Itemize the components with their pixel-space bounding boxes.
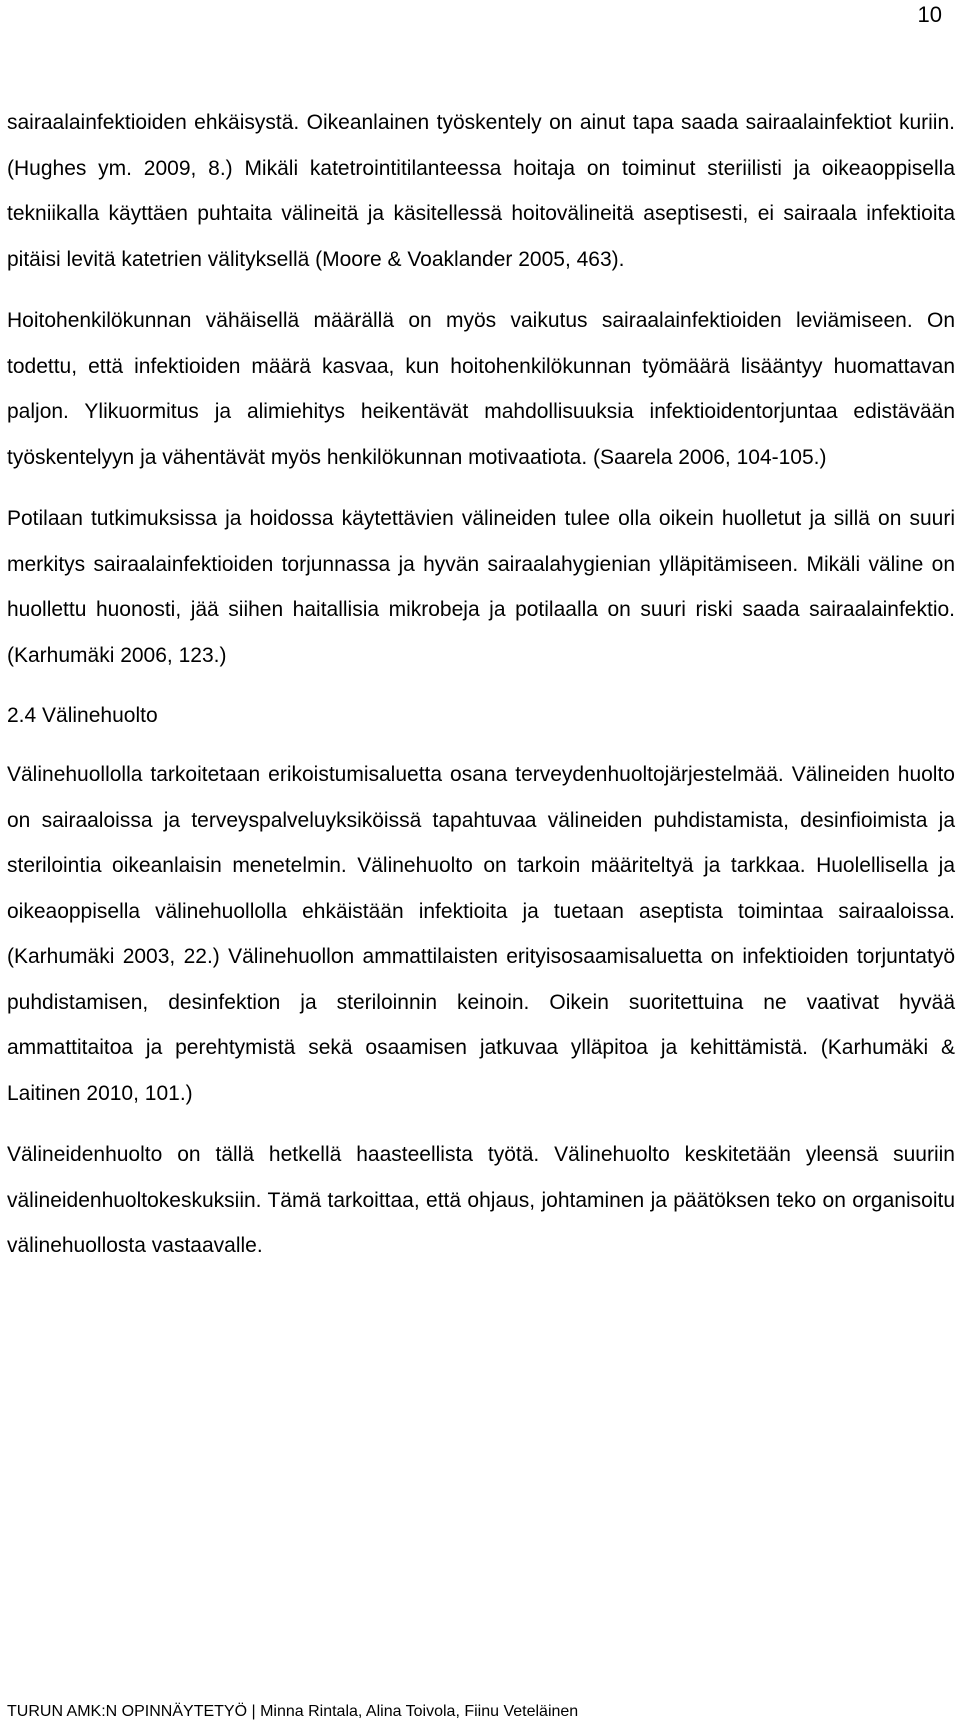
paragraph-instrument-care-centralization: Välineidenhuolto on tällä hetkellä haasteellista työtä. Välinehuolto keskitetään yleensä suuriin välineidenhuoltokeskuksiin. Tämä tarkoittaa, että ohjaus, johtaminen ja päätöksen teko on organisoitu välinehuollosta vastaavalle.: [7, 1143, 955, 1257]
document-body: [7, 100, 955, 1269]
paragraph-hygiene-practice: sairaalainfektioiden ehkäisystä. Oikeanlainen työskentely on ainut tapa saada sairaalainfektiot kuriin. (Hughes ym. 2009, 8.) Mikäli katetrointitilanteessa hoitaja on toiminut steriilisti ja oikeaoppisella tekniikalla käyttäen puhtaita välineitä ja käsitellessä hoitovälineitä aseptisesti, ei sairaala infektioita pitäisi levitä katetrien välityksellä (Moore & Voaklander 2005, 463).: [7, 111, 955, 271]
page-footer: TURUN AMK:N OPINNÄYTETYÖ | Minna Rintala, Alina Toivola, Fiinu Veteläinen: [7, 1703, 579, 1720]
section-heading: 2.4 Välinehuolto: [7, 704, 158, 727]
page-number: 10: [917, 2, 942, 27]
paragraph-equipment-maintenance: Potilaan tutkimuksissa ja hoidossa käytettävien välineiden tulee olla oikein huolletut ja sillä on suuri merkitys sairaalainfektioiden torjunnassa ja hyvän sairaalahygienian ylläpitämiseen. Mikäli väline on huollettu huonosti, jää siihen haitallisia mikrobeja ja potilaalla on suuri riski saada sairaalainfektio. (Karhumäki 2006, 123.): [7, 507, 955, 667]
paragraph-staffing: Hoitohenkilökunnan vähäisellä määrällä on myös vaikutus sairaalainfektioiden leviämiseen. On todettu, että infektioiden määrä kasvaa, kun hoitohenkilökunnan työmäärä lisääntyy huomattavan paljon. Ylikuormitus ja alimiehitys heikentävät mahdollisuuksia infektioidentorjuntaa edistävään työskentelyyn ja vähentävät myös henkilökunnan motivaatiota. (Saarela 2006, 104-105.): [7, 309, 955, 469]
paragraph-instrument-care-definition: Välinehuollolla tarkoitetaan erikoistumisaluetta osana terveydenhuoltojärjestelmää. Välineiden huolto on sairaaloissa ja terveyspalveluyksiköissä tapahtuvaa välineiden puhdistamista, desinfioimista ja sterilointia oikeanlaisin menetelmin. Välinehuolto on tarkoin määriteltyä ja tarkkaa. Huolellisella ja oikeaoppisella välinehuollolla ehkäistään infektioita ja tuetaan aseptista toimintaa sairaaloissa. (Karhumäki 2003, 22.) Välinehuollon ammattilaisten erityisosaamisaluetta on infektioiden torjuntatyö puhdistamisen, desinfektion ja steriloinnin keinoin. Oikein suoritettuina ne vaativat hyvää ammattitaitoa ja perehtymistä sekä osaamisen jatkuvaa ylläpitoa ja kehittämistä. (Karhumäki & Laitinen 2010, 101.): [7, 763, 955, 1105]
